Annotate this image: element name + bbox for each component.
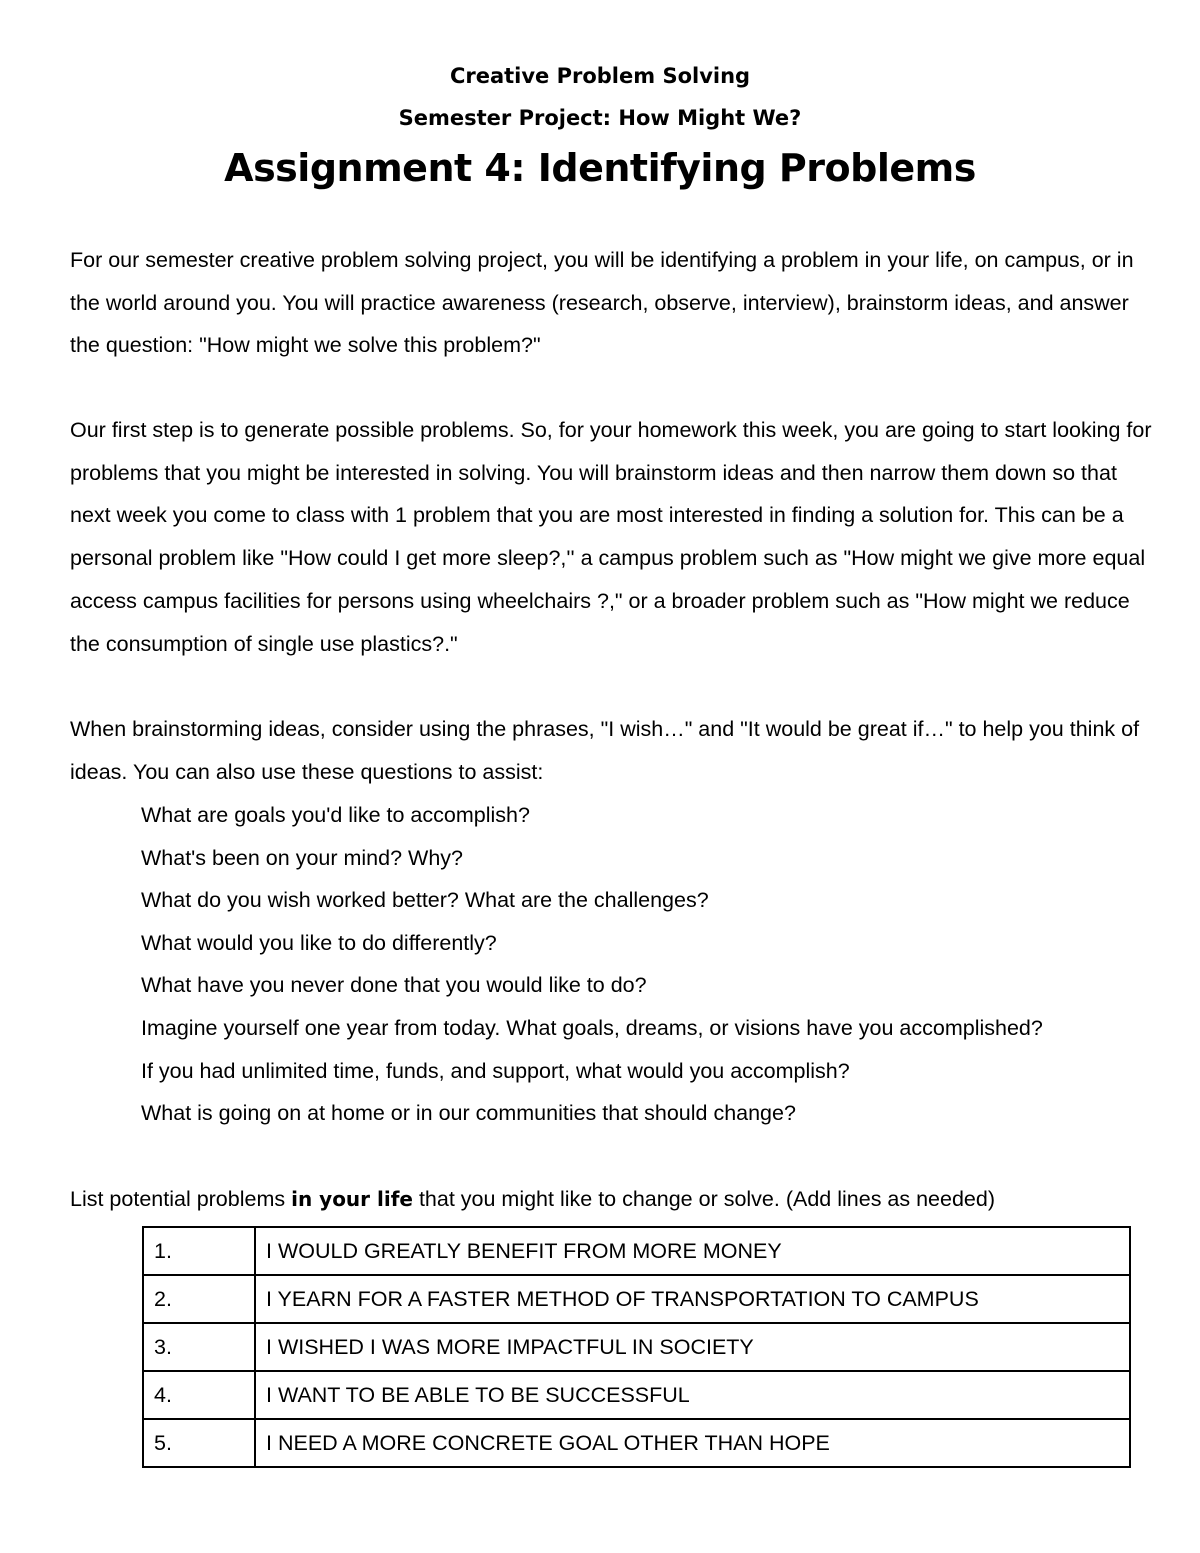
problem-cell[interactable]: I NEED A MORE CONCRETE GOAL OTHER THAN HOPE: [255, 1419, 1130, 1467]
table-row: [143, 1419, 1130, 1467]
problem-cell[interactable]: I WISHED I WAS MORE IMPACTFUL IN SOCIETY: [255, 1323, 1130, 1371]
brainstorm-question: If you had unlimited time, funds, and support, what would you accomplish?: [141, 1058, 850, 1083]
brainstorm-question: What are goals you'd like to accomplish?: [141, 803, 530, 827]
row-number: 3.: [143, 1323, 255, 1371]
row-number: 5.: [143, 1419, 255, 1467]
problems-table: [142, 1226, 1131, 1468]
brainstorm-question: What have you never done that you would like to do?: [141, 973, 647, 998]
brainstorm-question: What's been on your mind? Why?: [141, 845, 463, 870]
table-row: [143, 1227, 1130, 1275]
project-title: Semester Project: How Might We?: [398, 106, 802, 130]
assignment-title: Assignment 4: Identifying Problems: [224, 146, 976, 190]
intro-paragraph: For our semester creative problem solving project, you will be identifying a problem in your life, on campus, or in the world around you. You will practice awareness (research, observe, interview), brainstorm ideas, and answer the question: "How might we solve this problem?": [70, 248, 1134, 358]
brainstorm-questions-list: [141, 794, 1043, 1135]
brainstorm-question: What would you like to do differently?: [141, 930, 497, 955]
course-title: Creative Problem Solving: [449, 64, 751, 88]
brainstorming-paragraph: When brainstorming ideas, consider using the phrases, "I wish…" and "It would be great if…" to help you think of ideas. You can also use these questions to assist:: [70, 717, 1140, 784]
row-number: 2.: [143, 1275, 255, 1323]
row-number: 4.: [143, 1371, 255, 1419]
table-row: [143, 1323, 1130, 1371]
brainstorm-question: What is going on at home or in our communities that should change?: [141, 1101, 796, 1126]
row-number: 1.: [143, 1227, 255, 1275]
list-prompt-emphasis: in your life: [291, 1187, 413, 1211]
table-row: [143, 1275, 1130, 1323]
problem-cell[interactable]: I WOULD GREATLY BENEFIT FROM MORE MONEY: [255, 1227, 1130, 1275]
list-prompt: [70, 1178, 995, 1220]
brainstorm-question: What do you wish worked better? What are the challenges?: [141, 888, 709, 913]
first-step-paragraph: Our first step is to generate possible problems. So, for your homework this week, you are going to start looking for problems that you might be interested in solving. You will brainstorm ideas and then narrow them down so that next week you come to class with 1 problem that you are most interested in finding a solution for. This can be a personal problem like "How could I get more sleep?,'' a campus problem such as "How might we give more equal access campus facilities for persons using wheelchairs ?," or a broader problem such as "How might we reduce the consumption of single use plastics?.": [70, 418, 1152, 656]
problem-cell[interactable]: I YEARN FOR A FASTER METHOD OF TRANSPORTATION TO CAMPUS: [255, 1275, 1130, 1323]
problem-cell[interactable]: I WANT TO BE ABLE TO BE SUCCESSFUL: [255, 1371, 1130, 1419]
list-prompt-end: that you might like to change or solve. (Add lines as needed): [412, 1187, 996, 1211]
list-prompt-start: List potential problems: [70, 1187, 292, 1211]
brainstorm-question: Imagine yourself one year from today. What goals, dreams, or visions have you accomplished?: [141, 1015, 1043, 1040]
table-row: [143, 1371, 1130, 1419]
